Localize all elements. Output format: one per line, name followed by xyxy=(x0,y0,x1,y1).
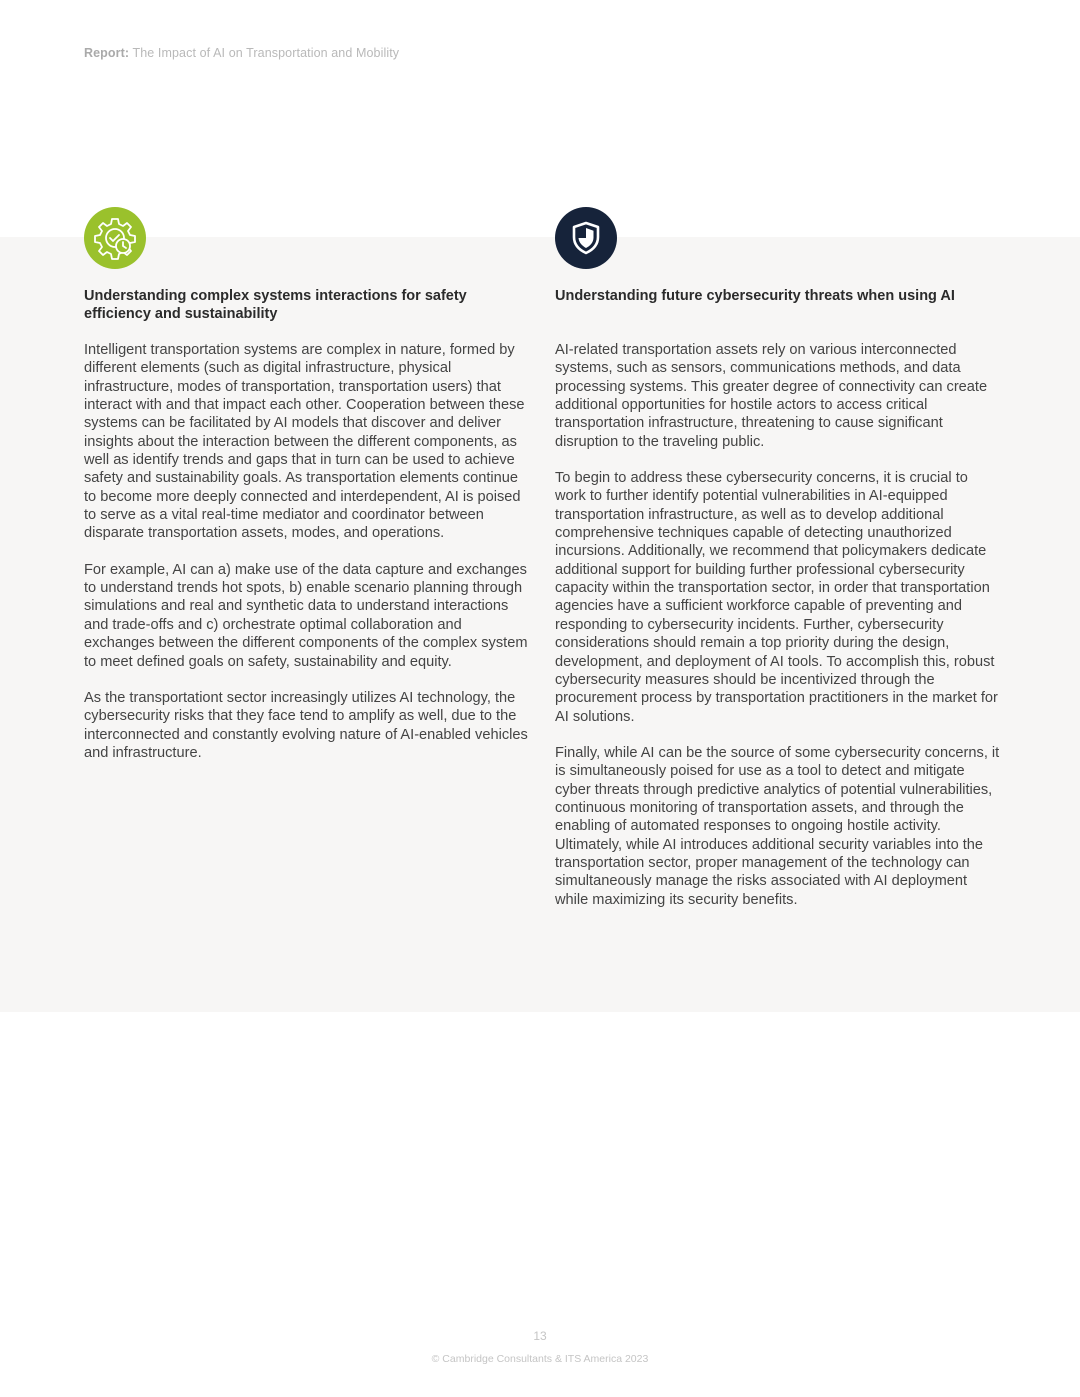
right-paragraph-2: To begin to address these cybersecurity concerns, it is crucial to work to further identify potential vulnerabilities in AI-equipped transportation infrastructure, as well as to develop additional comprehensive techniques capable of detecting unauthorized incursions. Additionally, we recommend that policymakers dedicate additional support for building further professional cybersecurity capacity within the transportation sector, in order that transportation agencies have a sufficient workforce capable of preventing and responding to cybersecurity incidents. Further, cybersecurity considerations should remain a top priority during the design, development, and deployment of AI tools. To accomplish this, robust cybersecurity measures should be incentivized through the procurement process by transportation practitioners in the market for AI solutions. xyxy=(555,470,998,725)
running-header xyxy=(84,46,399,60)
left-column xyxy=(84,207,530,780)
page-number: 13 xyxy=(533,1329,547,1343)
copyright-notice: © Cambridge Consultants & ITS America 2023 xyxy=(431,1353,649,1365)
left-paragraph-1: Intelligent transportation systems are complex in nature, formed by different elements (such as digital infrastructure, physical infrastructure, modes of transportation, transportation users) that interact with and that impact each other. Cooperation between these systems can be facilitated by AI models that discover and deliver insights about the interaction between the different components, as well as identify trends and gaps that in turn can be used to achieve safety and sustainability goals. As transportation elements continue to become more deeply connected and interdependent, AI is poised to serve as a vital real-time mediator and coordinator between disparate transportation assets, modes, and operations. xyxy=(84,342,525,542)
gear-clock-icon xyxy=(84,207,146,269)
left-paragraph-2: For example, AI can a) make use of the data capture and exchanges to understand trends hot spots, b) enable scenario planning through simulations and real and synthetic data to understand interactions and trade-offs and c) orchestrate optimal collaboration and exchanges between the different components of the complex system to meet defined goals on safety, sustainability and equity. xyxy=(84,561,528,670)
left-column-title: Understanding complex systems interactions for safety efficiency and sustainability xyxy=(84,288,467,322)
right-column-title: Understanding future cybersecurity threats when using AI xyxy=(555,288,955,304)
left-paragraph-3: As the transportationt sector increasingly utilizes AI technology, the cybersecurity risks that they face tend to amplify as well, due to the interconnected and constantly evolving nature of AI-enabled vehicles and infrastructure. xyxy=(84,689,528,761)
right-paragraph-3: Finally, while AI can be the source of some cybersecurity concerns, it is simultaneously poised for use as a tool to detect and mitigate cyber threats through predictive analytics of potential vulnerabilities, continuous monitoring of transportation assets, and through the enabling of automated responses to ongoing hostile activity. Ultimately, while AI introduces additional security variables into the transportation sector, proper management of the technology can simultaneously manage the risks associated with AI deployment while maximizing its security benefits. xyxy=(555,744,1000,908)
right-paragraph-1: AI-related transportation assets rely on various interconnected systems, such as sensors, communications methods, and data processing systems. This greater degree of connectivity can create additional opportunities for hostile actors to access critical transportation infrastructure, threatening to cause significant disruption to the traveling public. xyxy=(555,342,988,450)
header-label: Report: xyxy=(84,46,130,60)
header-title: The Impact of AI on Transportation and Mobility xyxy=(132,46,400,60)
shield-icon xyxy=(555,207,617,269)
right-column xyxy=(555,207,1001,927)
